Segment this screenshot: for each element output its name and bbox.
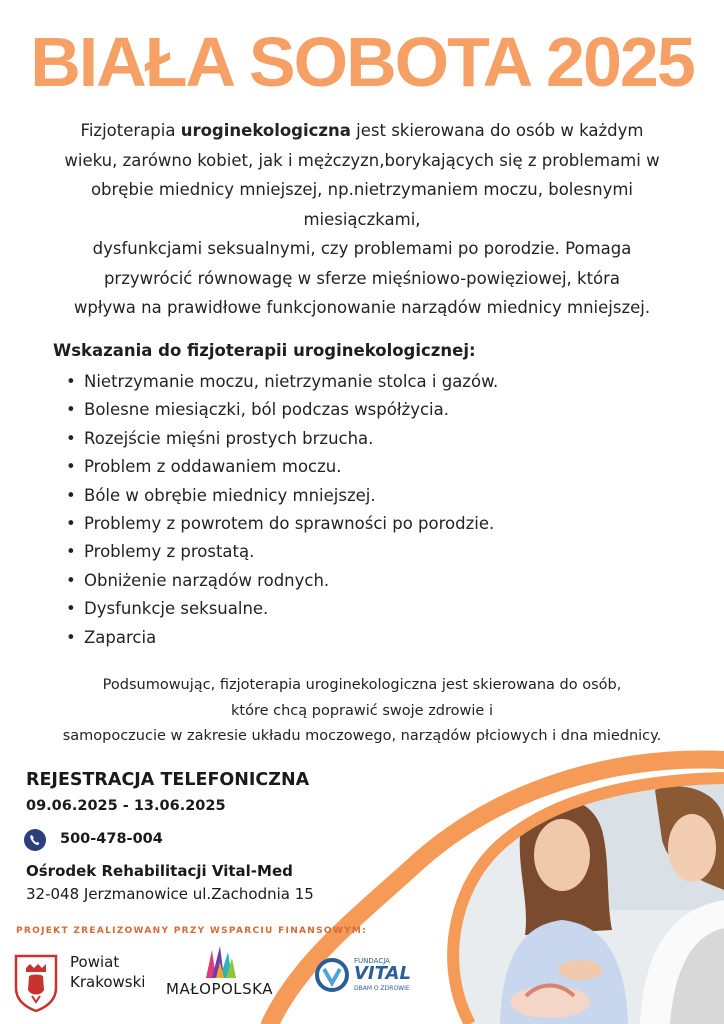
phone-icon	[24, 829, 46, 851]
intro-text: obrębie miednicy mniejszej, np.nietrzymaniem moczu, bolesnymi	[90, 180, 634, 199]
list-item	[66, 624, 498, 652]
intro-text: jest skierowana do osób w każdym	[350, 121, 644, 140]
list-item	[66, 396, 498, 424]
bullet-icon: •	[66, 599, 76, 619]
list-item-text: Zaparcia	[84, 627, 157, 647]
list-item	[66, 567, 498, 595]
list-item	[66, 482, 498, 510]
intro-line	[24, 264, 700, 294]
intro-line	[24, 116, 700, 146]
phone-number[interactable]: 500-478-004	[60, 831, 163, 847]
list-item	[66, 595, 498, 623]
vital-mark-icon	[314, 957, 350, 993]
registration-dates: 09.06.2025 - 13.06.2025	[26, 798, 226, 814]
intro-text: wieku, zarówno kobiet, jak i mężczyzn,borykających się z problemami w	[64, 150, 660, 170]
bullet-icon: •	[66, 428, 76, 448]
list-item	[66, 425, 498, 453]
list-item	[66, 368, 498, 396]
intro-paragraph	[24, 116, 700, 323]
bullet-icon: •	[66, 570, 76, 590]
list-item-text: Problemy z prostatą.	[84, 542, 255, 562]
bullet-icon: •	[66, 372, 76, 391]
powiat-line1: Powiat	[70, 953, 120, 971]
list-item-text: Obniżenie narządów rodnych.	[84, 570, 330, 590]
bullet-icon: •	[66, 400, 76, 420]
consultation-photo	[430, 760, 724, 1024]
registration-title: REJESTRACJA TELEFONICZNA	[26, 770, 310, 790]
intro-text: przywrócić równowagę w sferze mięśniowo-powięziowej, która	[103, 268, 621, 288]
intro-bold: uroginekologiczna	[180, 121, 351, 140]
bullet-icon: •	[66, 513, 76, 533]
page-title: BIAŁA SOBOTA 2025	[30, 23, 694, 101]
malopolska-text: MAŁOPOLSKA	[166, 980, 274, 998]
list-item-text: Bóle w obrębie miednicy mniejszej.	[84, 485, 376, 505]
indications-list	[66, 368, 498, 652]
vital-name: VITAL	[354, 963, 411, 984]
list-item-text: Problemy z powrotem do sprawności po porodzie.	[84, 513, 495, 533]
organization-address: 32-048 Jerzmanowice ul.Zachodnia 15	[26, 885, 314, 903]
summary-line: które chcą poprawić swoje zdrowie i	[231, 702, 493, 719]
funding-label: PROJEKT ZREALIZOWANY PRZY WSPARCIU FINANSOWYM:	[16, 926, 368, 936]
indications-heading: Wskazania do fizjoterapii uroginekologicznej:	[53, 341, 476, 360]
intro-line	[24, 146, 700, 176]
intro-text: wpływa na prawidłowe funkcjonowanie narządów miednicy mniejszej.	[73, 298, 651, 317]
list-item-text: Rozejście mięśni prostych brzucha.	[84, 428, 374, 448]
bullet-icon: •	[66, 542, 76, 562]
summary-line: Podsumowując, fizjoterapia uroginekologiczna jest skierowana do osób,	[102, 677, 622, 693]
intro-line	[24, 205, 700, 235]
intro-text: Fizjoterapia	[80, 121, 181, 140]
intro-line	[24, 175, 700, 205]
bullet-icon: •	[66, 457, 76, 477]
vital-tagline: DBAM O ZDROWIE	[354, 985, 410, 992]
malopolska-mark-icon	[202, 944, 238, 980]
intro-line	[24, 293, 700, 323]
list-item-text: Dysfunkcje seksualne.	[84, 599, 269, 619]
list-item-text: Bolesne miesiączki, ból podczas współżycia.	[84, 400, 449, 420]
powiat-line2: Krakowski	[70, 973, 146, 991]
list-item-text: Problem z oddawaniem moczu.	[84, 457, 342, 477]
list-item	[66, 510, 498, 538]
intro-text: dysfunkcjami seksualnymi, czy problemami po porodzie. Pomaga	[92, 239, 632, 258]
coat-of-arms-icon	[14, 954, 58, 1012]
powiat-krakowski-logo	[14, 948, 164, 1014]
list-item	[66, 453, 498, 481]
intro-text: miesiączkami,	[303, 209, 421, 229]
vital-small: FUNDACJA	[354, 957, 390, 965]
list-item	[66, 538, 498, 566]
organization-name: Ośrodek Rehabilitacji Vital-Med	[26, 862, 293, 880]
fundacja-vital-logo	[314, 955, 434, 1005]
malopolska-logo	[160, 944, 280, 1004]
summary-paragraph	[0, 673, 724, 750]
list-item-text: Nietrzymanie moczu, nietrzymanie stolca i gazów.	[84, 372, 499, 391]
bullet-icon: •	[66, 627, 76, 647]
bullet-icon: •	[66, 485, 76, 505]
intro-line	[24, 234, 700, 264]
summary-line: samopoczucie w zakresie układu moczowego, narządów płciowych i dna miednicy.	[62, 728, 662, 744]
